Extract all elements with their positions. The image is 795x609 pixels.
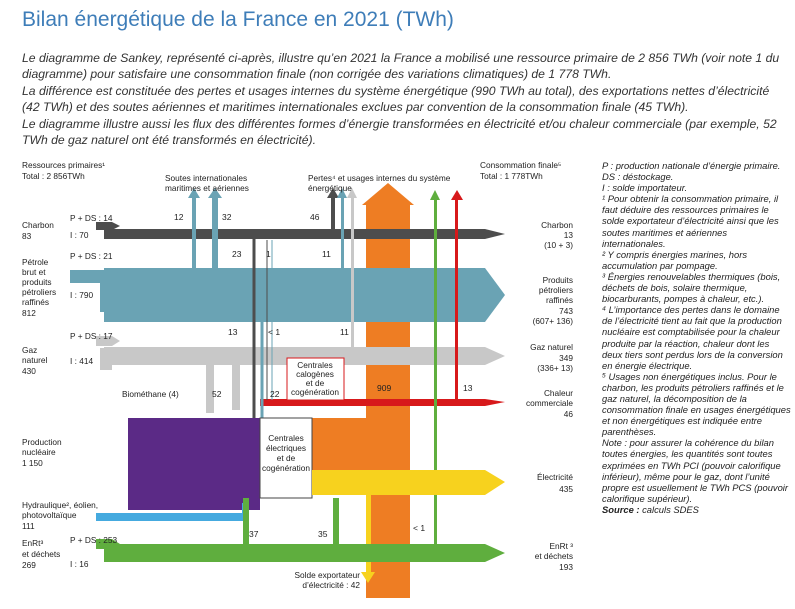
chaleur-vertical-head [451,190,463,200]
source-enr-value: 269 [22,560,36,570]
final-chaleur-name-2: commerciale [525,398,573,408]
value-soute-32: 32 [222,212,232,222]
source-charbon-name: Charbon [22,220,54,230]
centrales-electriques-line4: cogénération [262,463,310,473]
soutes-label-line2: maritimes et aériennes [165,183,249,193]
right-header-line2: Total : 1 778TWh [480,171,543,181]
gaz-to-centrales-52 [232,360,240,410]
pertes-arrow-head [362,183,414,205]
value-soute-12: 12 [174,212,184,222]
final-petrole-name-2: pétroliers [538,285,573,295]
nucleaire-to-pertes [312,418,368,470]
final-gaz-detail: (336+ 13) [537,363,573,373]
source-gaz-name-2: naturel [22,355,48,365]
value-1: 1 [266,249,271,259]
final-gaz-value: 349 [559,353,573,363]
value-52: 52 [212,389,222,399]
final-gaz-name: Gaz naturel [530,342,573,352]
value-11b: 11 [340,327,349,337]
final-chaleur-name-1: Chaleur [543,388,573,398]
source-petrole-name-2: brut et [22,267,46,277]
export-label-line2: d’électricité : 42 [302,580,360,590]
source-petrole-name-1: Pétrole [22,257,49,267]
source-text: calculs SDES [639,503,699,515]
value-37: 37 [249,529,259,539]
final-charbon-name: Charbon [541,220,573,230]
petrole-flow [104,268,505,322]
final-petrole-value: 743 [559,306,573,316]
source-charbon-pds: P + DS : 14 [70,213,113,223]
centrales-calogenes-line2: calogènes [296,369,334,379]
value-11a: 11 [322,249,331,259]
notes-panel [602,160,792,515]
value-35: 35 [318,529,328,539]
source-label: Source : [602,503,640,515]
charbon-flow [104,229,505,239]
source-charbon-import: I : 70 [70,230,89,240]
perte-enr-head [430,190,440,200]
chaleur-vertical [455,198,458,400]
final-enr-name-1: EnRt ³ [549,541,573,551]
final-electricite-name: Électricité [537,472,573,482]
value-lt1: < 1 [268,327,281,337]
value-lt1b: < 1 [413,523,426,533]
source-enr-pds: P + DS : 253 [70,535,118,545]
source-hydro-name-1: Hydraulique², éolien, [22,500,99,510]
value-23: 23 [232,249,242,259]
final-charbon-value: 13 [563,230,573,240]
gaz-import-bar [100,348,112,370]
value-perte-46: 46 [310,212,320,222]
centrales-calogenes-line4: cogénération [291,387,339,397]
perte-enr [434,198,437,558]
charbon-source-arrow [96,222,120,230]
source-charbon-value: 83 [22,231,32,241]
right-header-line1: Consommation finale⁵ [480,160,562,170]
source-gaz-name-1: Gaz [22,345,38,355]
centrales-calogenes-line3: et de [305,378,325,388]
value-22: 22 [270,389,280,399]
note-7: Note : pour assurer la cohérence du bilan toutes énergies, les quantités sont toutes exprimées en TWh PCI (pouvoir calorifique inférieur), même pour le gaz, dont l’unité propre est usuellement le TWh PCS (pouvoir calorifique supérieur). [602,437,789,504]
centrales-calogenes-line1: Centrales [297,360,333,370]
source-petrole-name-4: pétroliers [22,287,57,297]
source-gaz-pds: P + DS : 17 [70,331,113,341]
note-2: ¹ Pour obtenir la consommation primaire, il faut déduire des ressources primaires le solde exportateur d’électricité ainsi que les soutes maritimes et aériennes internationales. [602,193,779,249]
electricite-flow [312,470,505,495]
final-charbon-detail: (10 + 3) [544,240,573,250]
source-enr-import: I : 16 [70,559,89,569]
source-nucleaire-value: 1 150 [22,458,43,468]
centrales-electriques-line1: Centrales [268,433,304,443]
note-0: P : production nationale d’énergie primaire. DS : déstockage. [602,160,781,183]
export-label-line1: Solde exportateur [294,570,360,580]
pertes-label-line2: énergétique [308,183,352,193]
source-gaz-import: I : 414 [70,356,94,366]
source-petrole-name-5: raffinés [22,297,50,307]
value-13b: 13 [463,383,473,393]
intro-paragraph-3: Le diagramme illustre aussi les flux des différentes formes d’énergie transformées en électricité et/ou chaleur commerciale (par exemple, 52 TWh de gaz naturel ont été transformés en électricité). [22,116,777,148]
note-1: I : solde importateur. [602,182,688,194]
left-header-line1: Ressources primaires¹ [22,160,105,170]
soutes-label-line1: Soutes internationales [165,173,248,183]
source-nucleaire-name-1: Production [22,437,62,447]
source-enr-name-2: et déchets [22,549,61,559]
intro-paragraph-2: La différence est constituée des pertes et usages internes du système énergétique (990 TWh au total), des exportations nettes d’électricité (42 TWh) et des soutes aériennes et maritimes internationales exclues par convention de la consommation finale (45 TWh). [22,83,770,115]
note-4: ³ Énergies renouvelables thermiques (bois, déchets de bois, solaire thermique, biocarburants, pompes à chaleur, etc.). [602,270,781,305]
nucleaire-block [128,418,260,510]
centrales-electriques-line3: et de [276,453,296,463]
note-source [602,504,792,515]
final-enr-value: 193 [559,562,573,572]
pertes-label-line1: Pertes⁴ et usages internes du système [308,173,451,183]
note-5: ⁴ L’importance des pertes dans le domaine de l’électricité tient au fait que la production nucléaire est comptabilisée pour la chaleur produite par la réaction, chaleur dont les deux tiers sont perdus lors de la conversion en énergie électrique. [602,304,783,371]
source-gaz-value: 430 [22,366,36,376]
source-petrole-import: I : 790 [70,290,94,300]
note-6: ⁵ Usages non énergétiques inclus. Pour le charbon, les produits pétroliers raffinés et le gaz naturel, la décomposition de la consommation finale en usages énergétiques et non énergétiques est indiquée entre parenthèses. [602,370,791,438]
perte-charbon-46 [331,195,335,229]
source-enr-name-1: EnRt³ [22,538,44,548]
value-909: 909 [377,383,392,393]
source-nucleaire-name-2: nucléaire [22,447,56,457]
final-enr-name-2: et déchets [534,551,573,561]
final-petrole-name-1: Produits [542,275,573,285]
source-hydro-name-2: photovoltaïque [22,510,77,520]
soute-arrow-32 [212,195,218,269]
perte-gaz [351,195,354,347]
perte-petrole [341,195,344,269]
enr-flow [104,544,505,562]
page-title: Bilan énergétique de la France en 2021 (TWh) [22,8,454,31]
enr-to-pertes-35 [333,498,339,546]
intro-paragraph-1: Le diagramme de Sankey, représenté ci-après, illustre qu’en 2021 la France a mobilisé une ressource primaire de 2 856 TWh (voir note 1 du diagramme) pour satisfaire une consommation finale (non corrigée des variations climatiques) de 1 778 TWh. [22,51,780,82]
source-petrole-pds: P + DS : 21 [70,251,113,261]
biomethane-label: Biométhane (4) [122,389,179,399]
soute-arrow-12 [192,195,196,269]
final-petrole-name-3: raffinés [545,295,573,305]
source-petrole-value: 812 [22,308,36,318]
left-header-line2: Total : 2 856TWh [22,171,85,181]
petrole-import-bar [100,282,112,312]
final-chaleur-value: 46 [563,409,573,419]
centrales-electriques-line2: électriques [265,443,307,453]
source-hydro-value: 111 [22,521,35,531]
note-3: ² Y compris énergies marines, hors accumulation par pompage. [602,248,748,271]
final-petrole-detail: (607+ 136) [532,316,573,326]
export-electricite [366,495,371,575]
source-petrole-name-3: produits [22,277,52,287]
final-electricite-value: 435 [559,484,573,494]
value-13: 13 [228,327,238,337]
